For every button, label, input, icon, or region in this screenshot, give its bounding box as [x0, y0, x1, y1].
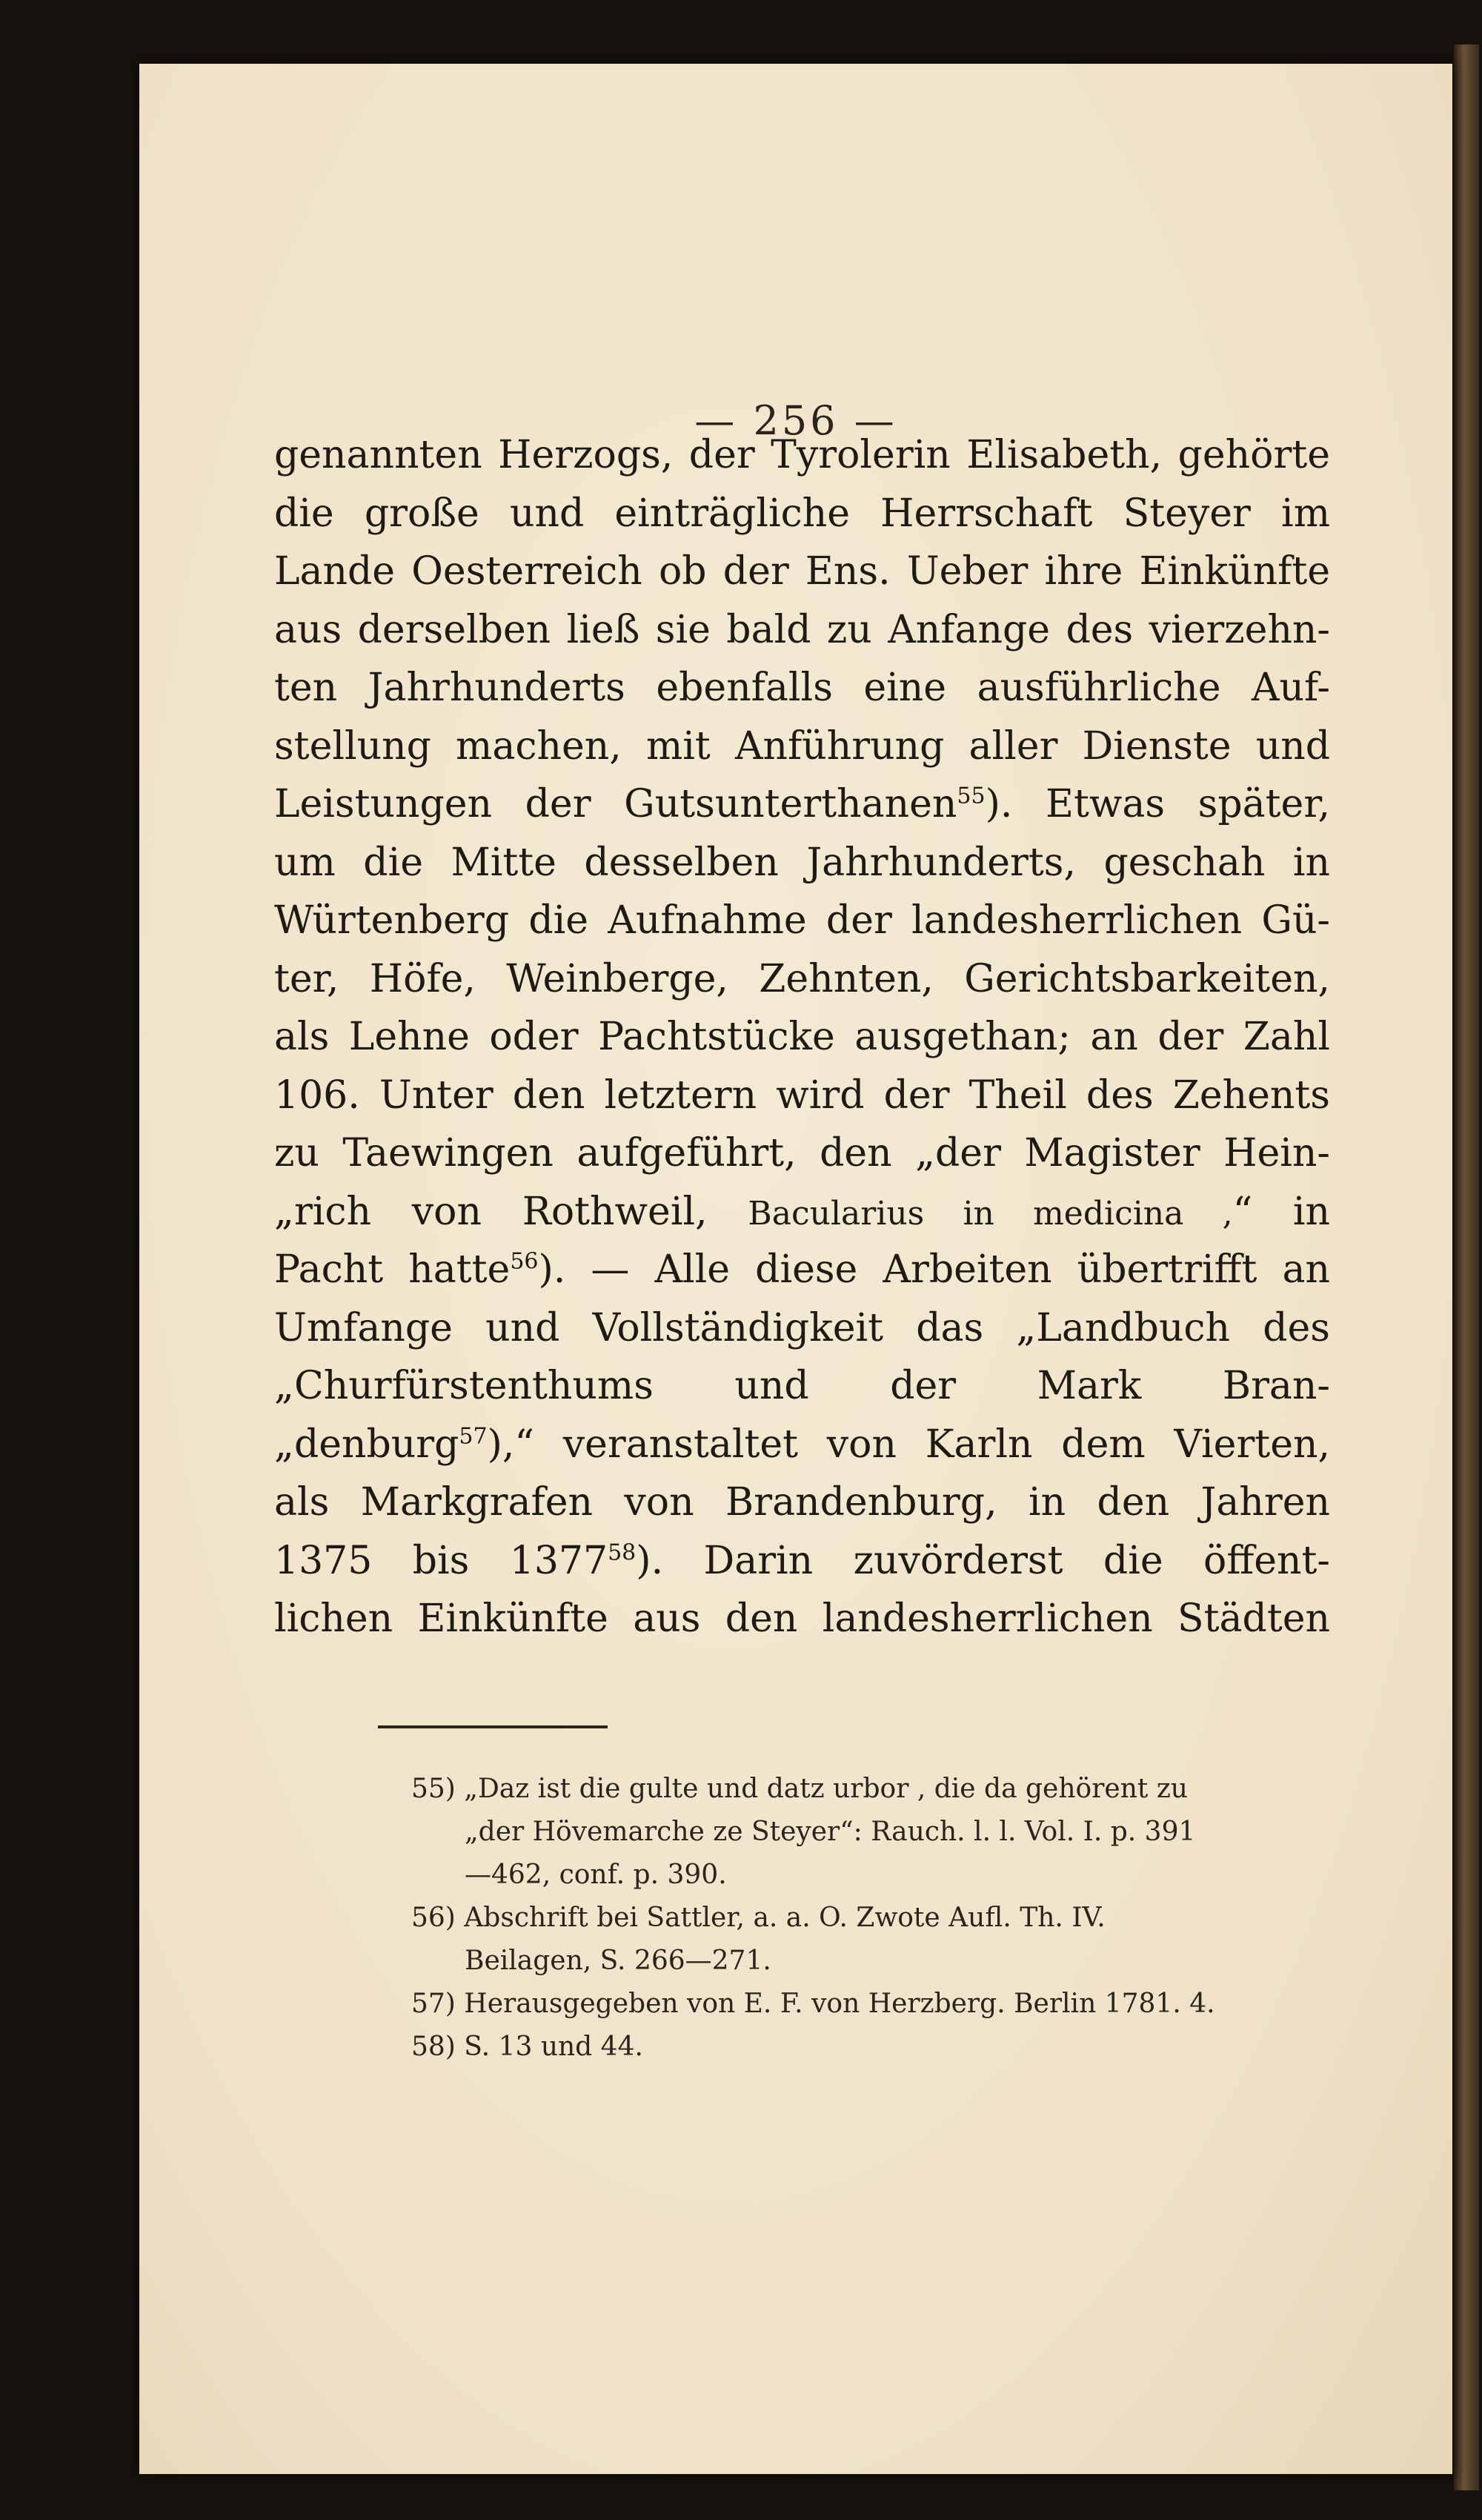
- footnote-line: 58) S. 13 und 44.: [411, 2032, 643, 2062]
- footnote-55: [411, 1768, 1338, 1897]
- footnote-57: [411, 1983, 1338, 2026]
- text-line: als Lehne oder Pachtstücke ausgethan; an der Zahl: [274, 1015, 1330, 1059]
- text-line: ten Jahrhunderts ebenfalls eine ausführliche Auf-: [274, 666, 1330, 710]
- text-line: zu Taewingen aufgeführt, den „der Magister Hein-: [274, 1131, 1330, 1176]
- text-line: als Markgrafen von Brandenburg, in den Jahren: [274, 1480, 1330, 1525]
- footnote-58: [411, 2026, 1338, 2069]
- footnote-separator: [378, 1725, 608, 1728]
- text-line: 106. Unter den letztern wird der Theil des Zehents: [274, 1072, 1330, 1118]
- footnote-line: 56) Abschrift bei Sattler, a. a. O. Zwote Aufl. Th. IV.: [411, 1903, 1106, 1933]
- text-line: Umfange und Vollständigkeit das „Landbuch des: [274, 1305, 1330, 1350]
- footnote-line: Beilagen, S. 266—271.: [465, 1946, 771, 1976]
- text-segment: 1375 bis 1377: [274, 1538, 608, 1583]
- text-segment: ). Etwas später,: [985, 782, 1330, 826]
- footnote-ref: 58: [608, 1539, 637, 1566]
- text-line: [274, 775, 1330, 834]
- text-segment: “ in: [1232, 1189, 1331, 1234]
- text-line: die große und einträgliche Herrschaft Steyer im: [274, 491, 1330, 536]
- footnote-line: „der Hövemarche ze Steyer“: Rauch. l. l. Vol. I. p. 391: [465, 1817, 1196, 1847]
- footnote-line: 57) Herausgegeben von E. F. von Herzberg. Berlin 1781. 4.: [411, 1989, 1215, 2019]
- main-text: [274, 426, 1330, 1648]
- text-segment: ). — Alle diese Arbeiten übertrifft an: [538, 1247, 1330, 1292]
- footnote-56: [411, 1897, 1338, 1983]
- page-number: — 256 —: [694, 397, 897, 444]
- text-segment: ),“ veranstaltet von Karln dem Vierten,: [487, 1422, 1330, 1467]
- text-segment: Leistungen der Gutsunterthanen: [274, 782, 957, 826]
- text-line: [274, 1183, 1330, 1241]
- footnote-line: —462, conf. p. 390.: [465, 1860, 727, 1890]
- book-spine-edge: [1454, 44, 1479, 2490]
- footnote-ref: 56: [510, 1248, 539, 1275]
- text-segment: „denburg: [274, 1422, 459, 1467]
- text-line: um die Mitte desselben Jahrhunderts, geschah in: [274, 840, 1330, 885]
- footnote-ref: 57: [459, 1423, 488, 1450]
- text-line: „Churfürstenthums und der Mark Bran-: [274, 1364, 1330, 1408]
- footnote-ref: 55: [957, 783, 986, 809]
- text-line: [274, 1532, 1330, 1591]
- text-line: Würtenberg die Aufnahme der landesherrlichen Gü-: [274, 898, 1330, 943]
- text-line: [274, 1241, 1330, 1299]
- text-line: [274, 1416, 1330, 1474]
- text-segment: „rich von Rothweil,: [274, 1189, 708, 1234]
- latin-phrase: Bacularius in medicina ,: [748, 1194, 1233, 1233]
- text-line: genannten Herzogs, der Tyrolerin Elisabeth, gehörte: [274, 433, 1330, 477]
- text-segment: ). Darin zuvörderst die öffent-: [636, 1538, 1330, 1583]
- footnote-line: 55) „Daz ist die gulte und datz urbor , die da gehörent zu: [411, 1774, 1188, 1804]
- text-line: lichen Einkünfte aus den landesherrlichen Städten: [274, 1596, 1330, 1641]
- text-line: stellung machen, mit Anführung aller Dienste und: [274, 723, 1330, 769]
- text-line: Lande Oesterreich ob der Ens. Ueber ihre Einkünfte: [274, 549, 1330, 594]
- book-page: [139, 64, 1452, 2474]
- footnotes: [411, 1768, 1338, 2069]
- text-line: ter, Höfe, Weinberge, Zehnten, Gerichtsbarkeiten,: [274, 956, 1330, 1001]
- text-segment: Pacht hatte: [274, 1247, 511, 1292]
- text-line: aus derselben ließ sie bald zu Anfange des vierzehn-: [274, 607, 1330, 652]
